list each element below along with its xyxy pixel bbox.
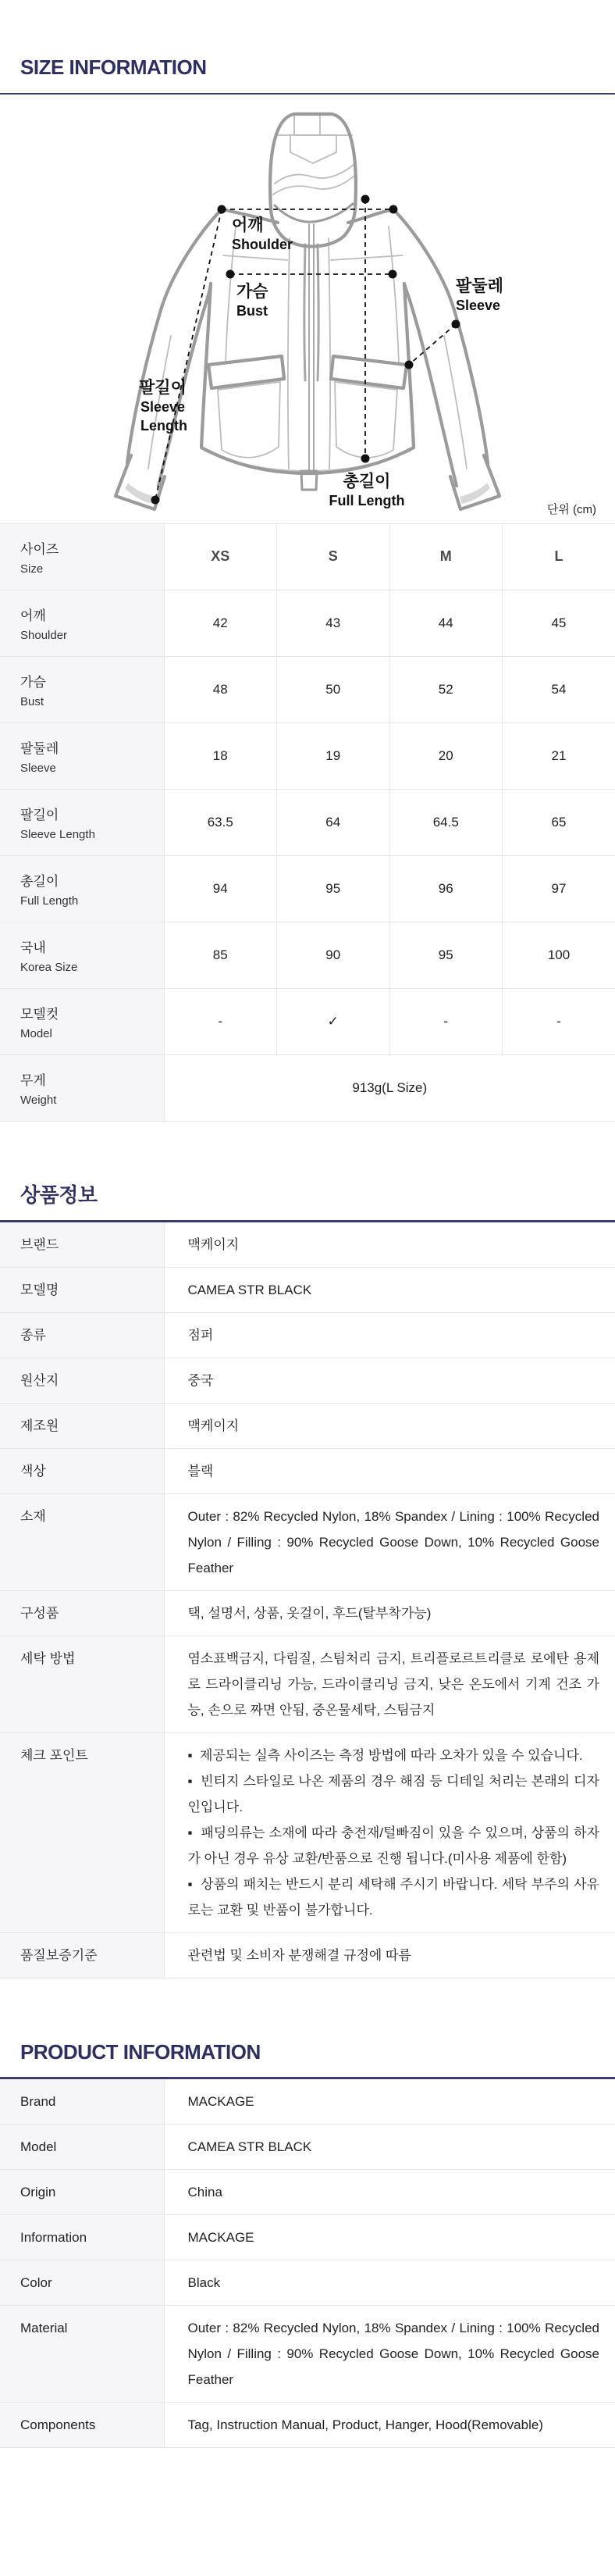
spec-label: Origin: [0, 2169, 164, 2214]
table-row: [0, 2402, 615, 2447]
size-value-cell: 21: [503, 722, 615, 789]
spec-value: [164, 1732, 615, 1932]
jacket-outline: [116, 114, 499, 509]
size-column-header: L: [503, 523, 615, 590]
check-point-bullet: ▪ 상품의 패치는 반드시 분리 세탁해 주시기 바랍니다. 세탁 부주의 사유로는 교환 및 반품이 불가합니다.: [187, 1876, 599, 1918]
size-row-label: [0, 722, 164, 789]
size-value-cell: 64.5: [389, 789, 503, 855]
size-value-cell: 95: [277, 855, 390, 922]
size-value-cell: -: [389, 988, 503, 1054]
size-row-label: [0, 523, 164, 590]
label-english: Model: [20, 1026, 52, 1040]
table-row: [0, 855, 615, 922]
label-english: Shoulder: [20, 628, 68, 642]
spec-label: Color: [0, 2260, 164, 2305]
table-row: [0, 1932, 615, 1978]
label-korean: 사이즈: [20, 541, 59, 557]
table-row: [0, 789, 615, 855]
spec-value: Tag, Instruction Manual, Product, Hanger, Hood(Removable): [187, 2417, 543, 2432]
label-korean: 무게: [20, 1072, 46, 1088]
size-value-cell: -: [503, 988, 615, 1054]
size-value-cell: 20: [389, 722, 503, 789]
size-information-section: [0, 56, 615, 1122]
spec-label: 구성품: [0, 1590, 164, 1636]
size-value-cell: -: [164, 988, 277, 1054]
spec-value: 택, 설명서, 상품, 옷걸이, 후드(탈부착가능): [187, 1605, 432, 1621]
label-english: Sleeve Length: [20, 827, 95, 841]
spec-value: CAMEA STR BLACK: [187, 1282, 312, 1297]
table-row: [0, 1448, 615, 1493]
spec-label: Brand: [0, 2078, 164, 2124]
spec-label: 모델명: [0, 1267, 164, 1312]
table-row: [0, 1493, 615, 1590]
spec-label: 색상: [0, 1448, 164, 1493]
spec-label: Components: [0, 2402, 164, 2447]
spec-label: Model: [0, 2124, 164, 2169]
spec-value: MACKAGE: [187, 2229, 254, 2245]
label-english: Bust: [20, 694, 44, 708]
table-row: [0, 2214, 615, 2260]
product-info-ko-title: 상품정보: [20, 1183, 98, 1207]
diagram-label-full-length-ko: 총길이: [343, 472, 391, 491]
diagram-label-sleeve-length-en2: Length: [140, 417, 187, 433]
label-korean: 총길이: [20, 873, 59, 889]
size-value-cell: 97: [503, 855, 615, 922]
size-value-cell: 43: [277, 590, 390, 656]
spec-value: CAMEA STR BLACK: [187, 2139, 312, 2154]
jacket-diagram: [0, 105, 615, 512]
size-value-cell: 64: [277, 789, 390, 855]
spec-value: MACKAGE: [187, 2093, 254, 2109]
check-point-bullet: ▪ 패딩의류는 소재에 따라 충전재/털빠짐이 있을 수 있으며, 상품의 하자가 아닌 경우 유상 교환/반품으로 진행 됩니다.(미사용 제품에 한함): [187, 1825, 599, 1866]
spec-value: Outer : 82% Recycled Nylon, 18% Spandex / Lining : 100% Recycled Nylon / Filling : 90% Recycled Goose Down, 10% Recycled Goose Feather: [187, 1508, 599, 1575]
spec-value: 맥케이지: [187, 1418, 240, 1433]
product-info-en-section: [0, 2041, 615, 2448]
label-english: Full Length: [20, 894, 79, 908]
size-information-title: SIZE INFORMATION: [20, 55, 207, 79]
spec-value: 관련법 및 소비자 분쟁해결 규정에 따름: [187, 1947, 411, 1963]
hood-drawcords: [304, 224, 318, 471]
weight-value-cell: 913g(L Size): [164, 1054, 615, 1121]
size-value-cell: 54: [503, 656, 615, 722]
size-value-cell: 48: [164, 656, 277, 722]
table-row: [0, 1312, 615, 1358]
size-column-header: M: [389, 523, 503, 590]
diagram-label-sleeve-en: Sleeve: [456, 297, 501, 313]
diagram-label-bust-en: Bust: [236, 302, 268, 319]
spec-label: 종류: [0, 1312, 164, 1358]
table-row: [0, 988, 615, 1054]
spec-label: 원산지: [0, 1358, 164, 1403]
spec-label: 소재: [0, 1493, 164, 1590]
spec-label: Information: [0, 2214, 164, 2260]
size-column-header: XS: [164, 523, 277, 590]
spec-value: China: [187, 2184, 222, 2200]
spec-label: Material: [0, 2305, 164, 2402]
size-value-cell: 45: [503, 590, 615, 656]
spec-label: 브랜드: [0, 1221, 164, 1267]
spec-value: Black: [187, 2275, 221, 2290]
size-header-row: [0, 523, 615, 590]
weight-row: [0, 1054, 615, 1121]
size-table-body: [0, 523, 615, 1121]
size-value-cell: 18: [164, 722, 277, 789]
section-divider: [0, 93, 615, 95]
size-value-cell: 52: [389, 656, 503, 722]
size-value-cell: 94: [164, 855, 277, 922]
table-row: [0, 2169, 615, 2214]
label-korean: 국내: [20, 940, 46, 955]
spec-value: Outer : 82% Recycled Nylon, 18% Spandex / Lining : 100% Recycled Nylon / Filling : 90% Recycled Goose Down, 10% Recycled Goose Feather: [187, 2320, 599, 2387]
size-value-cell: 19: [277, 722, 390, 789]
table-row: [0, 2124, 615, 2169]
size-row-label: [0, 656, 164, 722]
size-row-label: [0, 1054, 164, 1121]
jacket-detail-lines: [148, 114, 467, 471]
diagram-label-sleeve-ko: 팔둘레: [456, 277, 503, 295]
table-row: [0, 2078, 615, 2124]
diagram-label-shoulder-en: Shoulder: [232, 236, 293, 252]
size-value-cell: 85: [164, 922, 277, 988]
size-column-header: S: [277, 523, 390, 590]
size-row-label: [0, 855, 164, 922]
table-row: [0, 922, 615, 988]
size-value-cell: 42: [164, 590, 277, 656]
size-row-label: [0, 789, 164, 855]
table-row: [0, 2305, 615, 2402]
spec-value: 블랙: [187, 1463, 214, 1479]
spec-value: 점퍼: [187, 1327, 214, 1343]
unit-note: 단위 (cm): [546, 502, 596, 516]
product-info-ko-section: [0, 1184, 615, 1978]
table-row: [0, 1358, 615, 1403]
size-table: [0, 523, 615, 1122]
size-value-cell: 96: [389, 855, 503, 922]
product-info-ko-table: [0, 1220, 615, 1978]
diagram-label-sleeve-length-ko: 팔길이: [139, 378, 187, 397]
table-row: [0, 1403, 615, 1448]
spec-value: 맥케이지: [187, 1236, 240, 1252]
size-value-cell: 95: [389, 922, 503, 988]
diagram-label-full-length-en: Full Length: [329, 492, 405, 508]
table-row: [0, 1590, 615, 1636]
spec-value: 중국: [187, 1372, 214, 1388]
label-english: Korea Size: [20, 960, 78, 974]
size-value-cell: 100: [503, 922, 615, 988]
size-row-label: [0, 988, 164, 1054]
table-row: [0, 1267, 615, 1312]
size-row-label: [0, 590, 164, 656]
label-english: Sleeve: [20, 761, 56, 775]
table-row: [0, 656, 615, 722]
check-point-bullet: ▪ 제공되는 실측 사이즈는 측정 방법에 따라 오차가 있을 수 있습니다.: [187, 1747, 583, 1763]
table-row: [0, 1221, 615, 1267]
label-korean: 모델컷: [20, 1006, 59, 1022]
label-korean: 팔둘레: [20, 740, 59, 756]
table-row: [0, 590, 615, 656]
label-korean: 어깨: [20, 608, 46, 623]
table-row: [0, 2260, 615, 2305]
spec-value: 염소표백금지, 다림질, 스팀처리 금지, 트리플로르트리클로 로에탄 용제로 드라이클리닝 가능, 드라이클리닝 금지, 낮은 온도에서 기계 건조 가능, 손으로 짜면 안됨, 중온물세탁, 스팀금지: [187, 1650, 599, 1718]
diagram-label-shoulder-ko: 어깨: [232, 216, 264, 234]
table-row: [0, 1636, 615, 1732]
label-english: Size: [20, 562, 44, 576]
label-korean: 가슴: [20, 674, 46, 690]
spec-label: 품질보증기준: [0, 1932, 164, 1978]
label-korean: 팔길이: [20, 807, 59, 822]
size-value-cell: 65: [503, 789, 615, 855]
size-value-cell: ✓: [277, 988, 390, 1054]
cuff-shading: [125, 483, 490, 504]
size-row-label: [0, 922, 164, 988]
product-info-en-table: [0, 2077, 615, 2448]
diagram-label-bust-ko: 가슴: [236, 282, 268, 301]
table-row: [0, 722, 615, 789]
spec-label: 세탁 방법: [0, 1636, 164, 1732]
label-english: Weight: [20, 1093, 57, 1107]
product-info-en-title: PRODUCT INFORMATION: [20, 2039, 261, 2064]
size-value-cell: 44: [389, 590, 503, 656]
check-point-bullet: ▪ 빈티지 스타일로 나온 제품의 경우 해짐 등 디테일 처리는 본래의 디자인입니다.: [187, 1773, 599, 1814]
size-value-cell: 50: [277, 656, 390, 722]
size-diagram: [0, 105, 615, 512]
spec-label: 체크 포인트: [0, 1732, 164, 1932]
table-row: [0, 1732, 615, 1932]
size-value-cell: 63.5: [164, 789, 277, 855]
spec-label: 제조원: [0, 1403, 164, 1448]
size-value-cell: 90: [277, 922, 390, 988]
diagram-label-sleeve-length-en1: Sleeve: [140, 398, 186, 415]
